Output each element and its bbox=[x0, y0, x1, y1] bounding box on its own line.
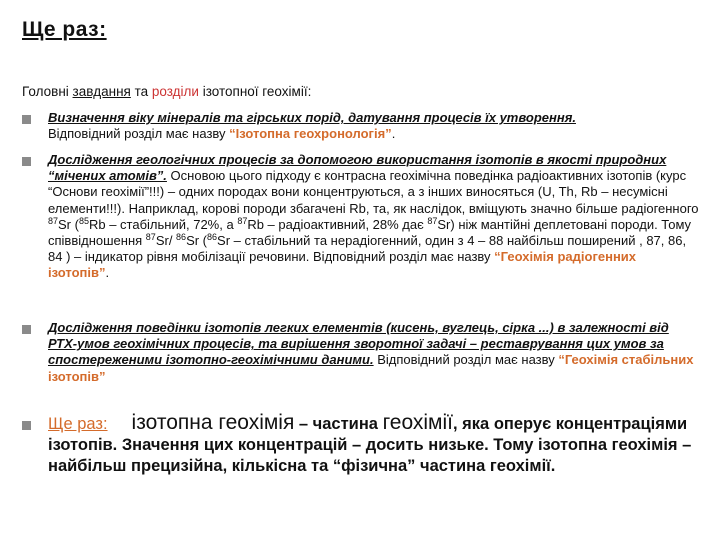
item2-text: Sr – стабільний та нерадіогенний, один з 4 – 88 найбільш поширений , 87, 86, 84 ) – індикатор рівня мобілізації речовини. Відповідний розділ має назву bbox=[48, 233, 687, 265]
item3-section-name: “Геохімія стабільних ізотопів” bbox=[48, 352, 694, 384]
item2-text: Основою цього підходу є контрасна геохімічна поведінка радіоактивних ізотопів (курс “Основи геохімії”!!!) – одних породах вони концентруються, а з інших виносяться (U, Th, Rb – несумісні елементи!!!). Наприклад, корові породи збагачені Rb, та, як наслідок, вміщують значно більше радіогенного bbox=[48, 168, 699, 216]
item2-text: Rb – радіоактивний, 28% дає bbox=[247, 216, 428, 232]
item2-sup: 87 bbox=[48, 215, 59, 226]
bullet-marker-1 bbox=[22, 115, 31, 124]
bullet-marker-2 bbox=[22, 157, 31, 166]
list-item-stable bbox=[48, 320, 700, 385]
summary-term-geochemistry: геохімії bbox=[382, 411, 453, 434]
item2-sup: 86 bbox=[176, 232, 187, 243]
bullet-marker-4 bbox=[22, 421, 31, 430]
slide-title: Ще раз: bbox=[22, 18, 107, 41]
item2-sup: 87 bbox=[427, 215, 438, 226]
item2-tail: . bbox=[105, 265, 110, 281]
item1-heading: Визначення віку мінералів та гірських порід, датування процесів їх утворення. bbox=[48, 110, 576, 125]
bullet-marker-3 bbox=[22, 325, 31, 334]
item1-section-name: “Ізотопна геохронологія” bbox=[229, 126, 392, 142]
item2-text: Sr/ bbox=[155, 233, 177, 249]
item3-text: Відповідний розділ має назву bbox=[373, 352, 559, 368]
list-item-geochronology bbox=[48, 110, 700, 142]
item2-sup: 86 bbox=[207, 232, 218, 243]
subtitle-text-3: ізотопної геохімії: bbox=[198, 84, 312, 99]
item1-tail: . bbox=[391, 126, 396, 142]
summary-text-2: , яка оперує концентраціями ізотопів. Значення цих концентрацій – досить низьке. Тому ізотопна геохімія – найбільш прецизійна, кількісна та “фізична” частина геохімії. bbox=[48, 415, 692, 475]
item2-section-name: “Геохімія радіогенних ізотопів” bbox=[48, 249, 637, 281]
item2-text: Rb – стабільний, 72%, а bbox=[88, 216, 238, 232]
item1-text: Відповідний розділ має назву bbox=[48, 126, 230, 142]
summary-paragraph bbox=[48, 412, 708, 477]
subtitle-text-2: та bbox=[130, 84, 152, 99]
item2-heading: Дослідження геологічних процесів за допомогою використання ізотопів в якості природних “мічених атомів”. bbox=[48, 152, 667, 184]
item2-text: Sr ( bbox=[186, 233, 208, 249]
item2-text: Sr) ніж мантійні деплетовані породи. Тому співвідношення bbox=[48, 216, 692, 249]
list-item-radiogenic bbox=[48, 152, 700, 282]
item2-sup: 87 bbox=[237, 215, 248, 226]
item2-sup: 87 bbox=[145, 232, 156, 243]
summary-text-1: – частина bbox=[294, 415, 383, 433]
item2-sup: 85 bbox=[78, 215, 89, 226]
subtitle-tasks-word: завдання bbox=[72, 84, 131, 99]
item2-text: Sr ( bbox=[58, 216, 79, 232]
summary-lead: Ще раз: bbox=[48, 415, 108, 433]
item3-heading: Дослідження поведінки ізотопів легких елементів (кисень, вуглець, сірка ...) в залежності від РТХ-умов геохімічних процесів, та вирішення зворотної задачі – реставрування цих умов за спостереженими ізотопно-геохімічними даними. bbox=[48, 320, 669, 368]
subtitle-text-1: Головні bbox=[22, 84, 73, 99]
slide-subtitle bbox=[22, 84, 311, 99]
summary-term-isotope-geochemistry: ізотопна геохімія bbox=[131, 411, 295, 434]
subtitle-sections-word: розділи bbox=[151, 84, 199, 99]
